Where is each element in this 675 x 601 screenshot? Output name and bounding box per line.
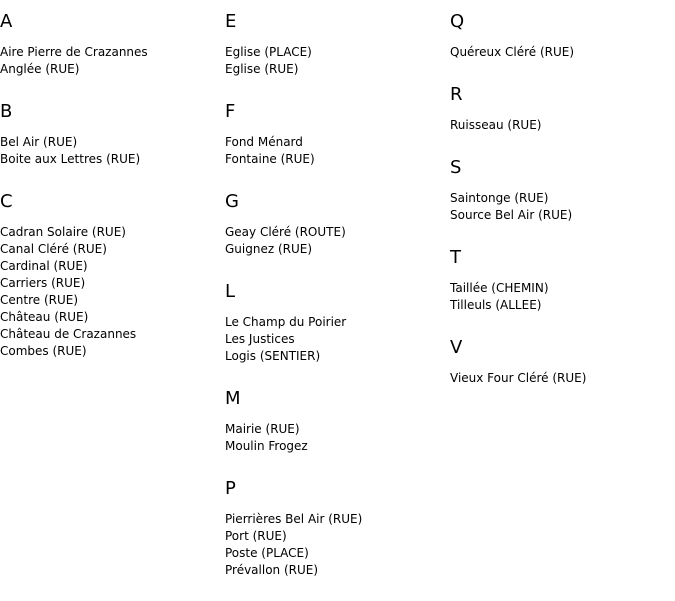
street-link[interactable]: Bel Air (RUE) bbox=[0, 135, 78, 149]
letter-group bbox=[450, 83, 672, 134]
letter-heading: C bbox=[0, 191, 13, 212]
street-link[interactable]: Combes (RUE) bbox=[0, 344, 87, 358]
street-link[interactable]: Guignez (RUE) bbox=[225, 242, 313, 256]
street-link[interactable]: Eglise (RUE) bbox=[225, 62, 299, 76]
street-link[interactable]: Logis (SENTIER) bbox=[225, 349, 321, 363]
letter-group bbox=[225, 10, 447, 78]
street-list bbox=[225, 421, 447, 455]
street-link[interactable]: Pierrières Bel Air (RUE) bbox=[225, 512, 363, 526]
street-link[interactable]: Château (RUE) bbox=[0, 310, 89, 324]
letter-heading: P bbox=[225, 478, 236, 499]
street-link[interactable]: Anglée (RUE) bbox=[0, 62, 80, 76]
letter-group bbox=[225, 100, 447, 168]
street-list bbox=[0, 224, 222, 360]
street-list bbox=[0, 134, 222, 168]
street-link[interactable]: Le Champ du Poirier bbox=[225, 315, 347, 329]
street-link[interactable]: Quéreux Cléré (RUE) bbox=[450, 45, 575, 59]
letter-group bbox=[450, 156, 672, 224]
letter-group bbox=[225, 280, 447, 365]
street-link[interactable]: Boite aux Lettres (RUE) bbox=[0, 152, 141, 166]
letter-heading: B bbox=[0, 101, 13, 122]
street-link[interactable]: Carriers (RUE) bbox=[0, 276, 86, 290]
street-list bbox=[225, 44, 447, 78]
street-list bbox=[450, 370, 672, 387]
letter-heading: S bbox=[450, 157, 462, 178]
street-link[interactable]: Prévallon (RUE) bbox=[225, 563, 319, 577]
index-column bbox=[450, 10, 672, 409]
street-link[interactable]: Cardinal (RUE) bbox=[0, 259, 88, 273]
street-link[interactable]: Canal Cléré (RUE) bbox=[0, 242, 107, 256]
letter-group bbox=[0, 10, 222, 78]
letter-group bbox=[0, 190, 222, 360]
letter-heading: T bbox=[450, 247, 461, 268]
street-link[interactable]: Port (RUE) bbox=[225, 529, 287, 543]
street-list bbox=[450, 280, 672, 314]
street-link[interactable]: Centre (RUE) bbox=[0, 293, 79, 307]
letter-heading: M bbox=[225, 388, 241, 409]
street-link[interactable]: Taillée (CHEMIN) bbox=[450, 281, 549, 295]
street-list bbox=[450, 117, 672, 134]
street-link[interactable]: Fond Ménard bbox=[225, 135, 303, 149]
street-list bbox=[450, 190, 672, 224]
street-link[interactable]: Geay Cléré (ROUTE) bbox=[225, 225, 346, 239]
letter-heading: R bbox=[450, 84, 463, 105]
street-list bbox=[225, 224, 447, 258]
street-link[interactable]: Poste (PLACE) bbox=[225, 546, 309, 560]
street-link[interactable]: Aire Pierre de Crazannes bbox=[0, 45, 148, 59]
index-column bbox=[0, 10, 222, 382]
street-link[interactable]: Fontaine (RUE) bbox=[225, 152, 315, 166]
street-link[interactable]: Cadran Solaire (RUE) bbox=[0, 225, 126, 239]
street-link[interactable]: Les Justices bbox=[225, 332, 295, 346]
letter-group bbox=[225, 477, 447, 579]
street-link[interactable]: Saintonge (RUE) bbox=[450, 191, 549, 205]
street-link[interactable]: Vieux Four Cléré (RUE) bbox=[450, 371, 587, 385]
letter-heading: E bbox=[225, 11, 237, 32]
street-link[interactable]: Ruisseau (RUE) bbox=[450, 118, 542, 132]
street-list bbox=[225, 134, 447, 168]
letter-heading: G bbox=[225, 191, 239, 212]
street-list bbox=[225, 511, 447, 579]
street-list bbox=[0, 44, 222, 78]
street-list bbox=[225, 314, 447, 365]
letter-heading: Q bbox=[450, 11, 465, 32]
street-list bbox=[450, 44, 672, 61]
letter-group bbox=[450, 246, 672, 314]
street-link[interactable]: Tilleuls (ALLEE) bbox=[450, 298, 542, 312]
street-link[interactable]: Château de Crazannes bbox=[0, 327, 137, 341]
letter-group bbox=[450, 336, 672, 387]
street-link[interactable]: Moulin Frogez bbox=[225, 439, 308, 453]
letter-heading: L bbox=[225, 281, 236, 302]
street-link[interactable]: Source Bel Air (RUE) bbox=[450, 208, 573, 222]
letter-heading: A bbox=[0, 11, 13, 32]
letter-heading: F bbox=[225, 101, 236, 122]
letter-heading: V bbox=[450, 337, 463, 358]
letter-group bbox=[450, 10, 672, 61]
letter-group bbox=[225, 190, 447, 258]
street-link[interactable]: Mairie (RUE) bbox=[225, 422, 300, 436]
letter-group bbox=[225, 387, 447, 455]
letter-group bbox=[0, 100, 222, 168]
index-column bbox=[225, 10, 447, 601]
street-link[interactable]: Eglise (PLACE) bbox=[225, 45, 312, 59]
